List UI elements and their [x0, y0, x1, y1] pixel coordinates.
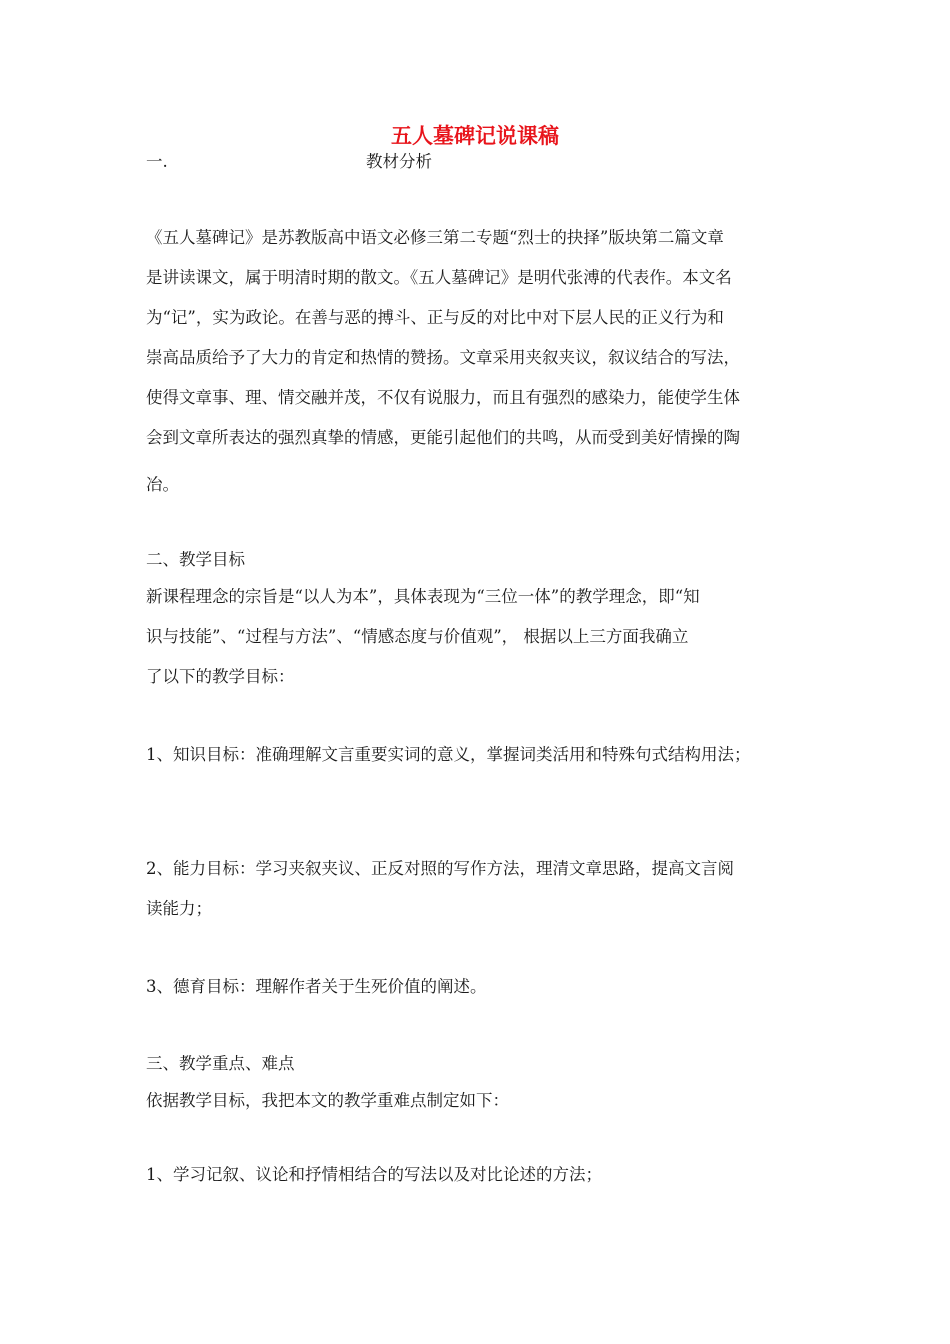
goal-ability-line: 读能力；	[146, 899, 212, 918]
section3-intro: 依据教学目标，我把本文的教学重难点制定如下：	[146, 1091, 509, 1110]
section1-paragraph-line: 为“记”，实为政论。在善与恶的搏斗、正与反的对比中对下层人民的正义行为和	[146, 308, 724, 327]
section1-paragraph-line: 《五人墓碑记》是苏教版高中语文必修三第二专题“烈士的抉择”版块第二篇文章	[146, 228, 724, 247]
section2-heading: 二、教学目标	[146, 550, 245, 569]
section1-number: 一.	[146, 152, 168, 171]
goal-knowledge: 1、知识目标：准确理解文言重要实词的意义，掌握词类活用和特殊句式结构用法；	[146, 745, 751, 764]
section1-paragraph-line: 崇高品质给予了大力的肯定和热情的赞扬。文章采用夹叙夹议，叙议结合的写法，	[146, 348, 740, 367]
section1-paragraph-line: 冶。	[146, 475, 179, 494]
goal-ability-line: 2、能力目标：学习夹叙夹议、正反对照的写作方法，理清文章思路，提高文言阅	[146, 859, 734, 878]
section1-paragraph-line: 使得文章事、理、情交融并茂，不仅有说服力，而且有强烈的感染力，能使学生体	[146, 388, 740, 407]
goal-moral: 3、德育目标：理解作者关于生死价值的阐述。	[146, 977, 487, 996]
section1-paragraph-line: 是讲读课文，属于明清时期的散文。《五人墓碑记》是明代张溥的代表作。本文名	[146, 268, 732, 287]
section1-heading: 教材分析	[366, 152, 432, 171]
key-point-1: 1、学习记叙、议论和抒情相结合的写法以及对比论述的方法；	[146, 1165, 602, 1184]
section2-intro-line: 新课程理念的宗旨是“以人为本”，具体表现为“三位一体”的教学理念，即“知	[146, 587, 700, 606]
section2-intro-line: 了以下的教学目标：	[146, 667, 295, 686]
section2-intro-line: 识与技能”、“过程与方法”、“情感态度与价值观”， 根据以上三方面我确立	[146, 627, 689, 646]
document-title: 五人墓碑记说课稿	[391, 123, 559, 148]
section3-heading: 三、教学重点、难点	[146, 1054, 295, 1073]
section1-paragraph-line: 会到文章所表达的强烈真挚的情感，更能引起他们的共鸣，从而受到美好情操的陶	[146, 428, 740, 447]
